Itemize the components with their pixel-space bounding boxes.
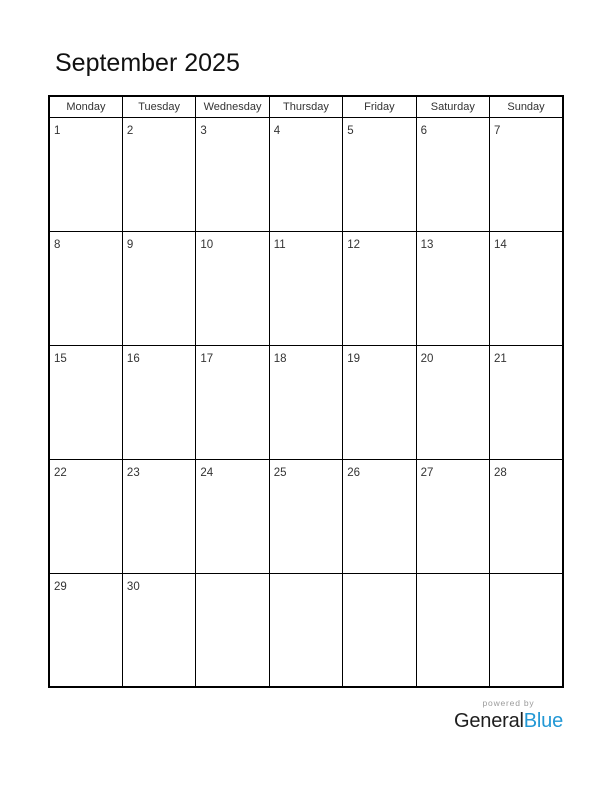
day-number: 3 — [200, 124, 207, 137]
day-number: 9 — [126, 238, 134, 251]
calendar-day-cell — [122, 231, 195, 345]
calendar-day-cell — [122, 573, 195, 687]
day-number: 5 — [347, 124, 354, 137]
weekday-header-row — [49, 96, 563, 117]
day-number: 24 — [200, 466, 214, 479]
calendar-day-cell — [196, 345, 269, 459]
calendar-day-cell — [49, 345, 122, 459]
calendar-day-cell — [490, 573, 563, 687]
calendar-day-cell — [49, 117, 122, 231]
calendar-day-cell — [490, 459, 563, 573]
weekday-header-wednesday: Wednesday — [196, 96, 269, 117]
day-number: 18 — [273, 352, 287, 365]
day-number: 21 — [494, 352, 507, 365]
day-number: 10 — [200, 238, 214, 251]
day-number: 19 — [347, 352, 360, 365]
day-number: 4 — [273, 124, 281, 137]
calendar-day-cell — [122, 459, 195, 573]
calendar-day-cell — [343, 459, 416, 573]
calendar-day-cell — [196, 117, 269, 231]
calendar-week-row — [49, 117, 563, 231]
day-number: 26 — [347, 466, 360, 479]
day-number: 6 — [420, 124, 428, 137]
day-number: 14 — [494, 238, 507, 251]
day-number: 29 — [54, 580, 67, 593]
calendar-day-cell — [269, 231, 342, 345]
day-number: 25 — [273, 466, 287, 479]
calendar-week-row — [49, 459, 563, 573]
calendar-grid — [48, 95, 564, 688]
calendar-day-cell — [490, 345, 563, 459]
calendar-day-cell — [343, 345, 416, 459]
calendar-day-cell — [49, 231, 122, 345]
day-number: 15 — [54, 352, 67, 365]
day-number: 11 — [273, 238, 286, 251]
calendar-week-row — [49, 231, 563, 345]
calendar-day-cell — [196, 573, 269, 687]
weekday-header-friday: Friday — [343, 96, 416, 117]
calendar-day-cell — [490, 117, 563, 231]
calendar-day-cell — [196, 459, 269, 573]
weekday-header-sunday: Sunday — [490, 96, 563, 117]
calendar-day-cell — [343, 231, 416, 345]
calendar-day-cell — [416, 231, 489, 345]
day-number: 7 — [494, 124, 501, 137]
day-number: 23 — [126, 466, 140, 479]
calendar-day-cell — [49, 573, 122, 687]
day-number: 20 — [420, 352, 434, 365]
calendar-day-cell — [196, 231, 269, 345]
calendar-day-cell — [122, 345, 195, 459]
calendar-day-cell — [269, 459, 342, 573]
day-number: 17 — [200, 352, 214, 365]
calendar-weekday-header — [49, 96, 563, 117]
calendar-day-cell — [269, 345, 342, 459]
day-number: 2 — [126, 124, 134, 137]
weekday-header-thursday: Thursday — [269, 96, 342, 117]
calendar-day-cell — [122, 117, 195, 231]
page-title: September 2025 — [55, 49, 240, 77]
calendar-day-cell — [490, 231, 563, 345]
calendar-day-cell — [416, 573, 489, 687]
calendar-week-row — [49, 573, 563, 687]
calendar-day-cell — [343, 573, 416, 687]
day-number: 8 — [54, 238, 61, 251]
powered-by-text: powered by — [482, 698, 535, 708]
calendar-day-cell — [269, 573, 342, 687]
day-number: 1 — [54, 124, 61, 137]
day-number: 28 — [494, 466, 507, 479]
brand-text-blue: Blue — [523, 709, 563, 732]
calendar-day-cell — [49, 459, 122, 573]
weekday-header-monday: Monday — [49, 96, 122, 117]
day-number: 12 — [347, 238, 360, 251]
weekday-header-tuesday: Tuesday — [122, 96, 195, 117]
weekday-header-saturday: Saturday — [416, 96, 489, 117]
calendar-day-cell — [416, 459, 489, 573]
day-number: 13 — [420, 238, 434, 251]
calendar-week-row — [49, 345, 563, 459]
day-number: 16 — [126, 352, 140, 365]
day-number: 30 — [126, 580, 140, 593]
brand-footer — [454, 699, 563, 731]
calendar-day-cell — [416, 117, 489, 231]
brand-text-general: General — [454, 709, 524, 732]
day-number: 27 — [420, 466, 434, 479]
calendar-day-cell — [416, 345, 489, 459]
calendar-day-cell — [269, 117, 342, 231]
generalblue-logo-link[interactable] — [454, 710, 563, 732]
calendar-day-cell — [343, 117, 416, 231]
day-number: 22 — [54, 466, 67, 479]
